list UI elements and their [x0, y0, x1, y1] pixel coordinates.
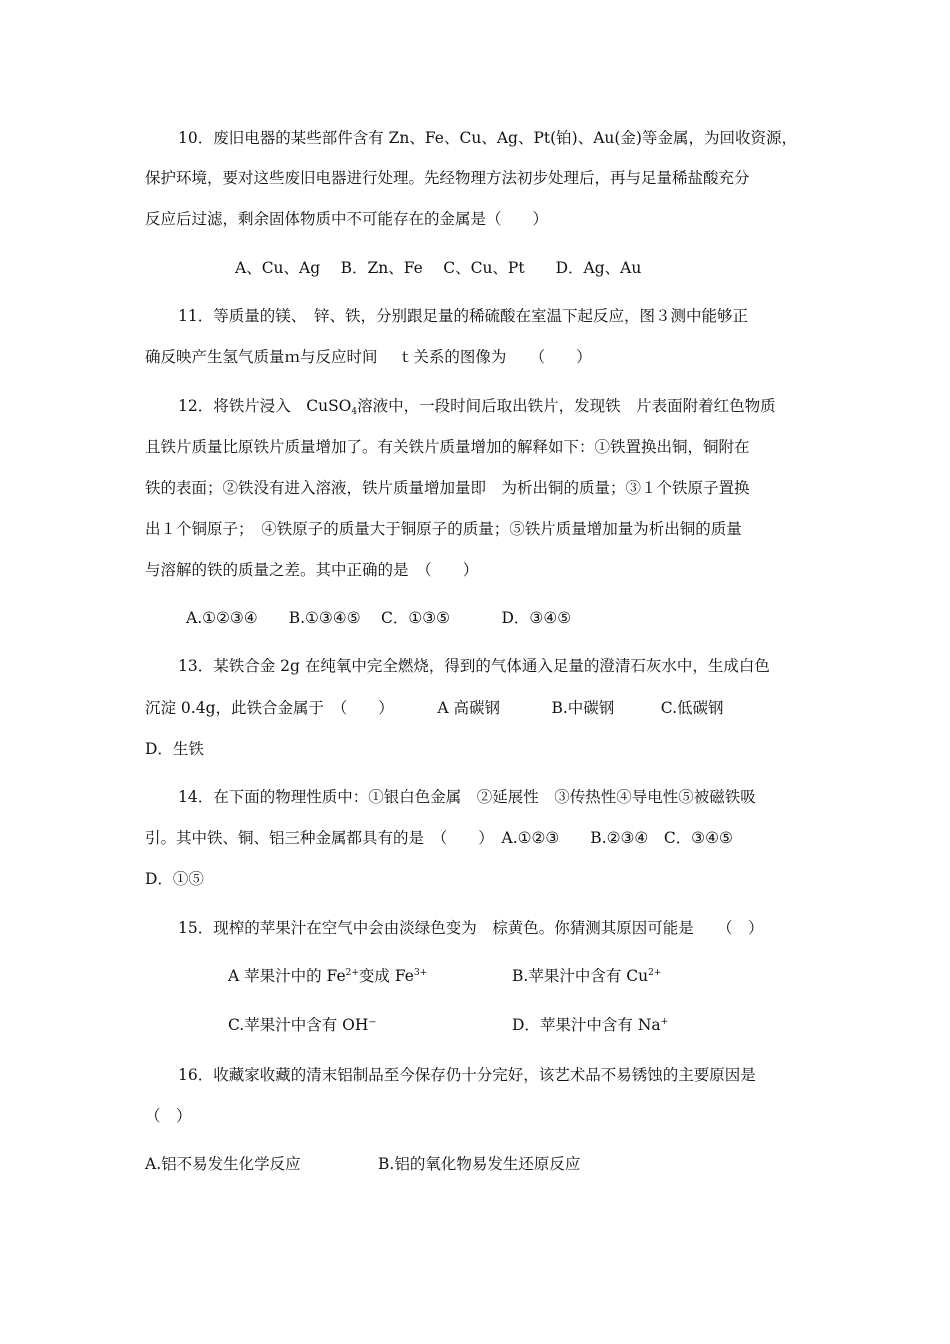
q15-option-d-sup: + — [660, 1017, 669, 1027]
q14-line-2: 引。其中铁、铜、铝三种金属都具有的是 （ ） A.①②③ B.②③④ C．③④⑤ — [145, 829, 733, 847]
q15-option-d — [512, 1015, 668, 1035]
q15-option-a — [228, 966, 427, 986]
q12-line-4: 出１个铜原子； ④铁原子的质量大于铜原子的质量；⑤铁片质量增加量为析出铜的质量 — [145, 520, 742, 538]
q15-option-a-pre: A 苹果汁中的 Fe — [228, 967, 346, 985]
q16-option-b: B.铝的氧化物易发生还原反应 — [378, 1155, 581, 1173]
q11-line-2: 确反映产生氢气质量ｍ与反应时间 ｔ关系的图像为 （ ） — [145, 348, 592, 366]
q14-line-1: 14．在下面的物理性质中：①银白色金属 ②延展性 ③传热性④导电性⑤被磁铁吸 — [178, 788, 756, 806]
q12-line-1-pre: 12．将铁片浸入 CuSO — [178, 397, 352, 415]
q12-line-1 — [178, 396, 776, 416]
q16-option-a: A.铝不易发生化学反应 — [145, 1155, 301, 1173]
q10-line-3: 反应后过滤，剩余固体物质中不可能存在的金属是（ ） — [145, 210, 549, 228]
q13-line-2: 沉淀 0.4g，此铁合金属于 （ ） A 高碳钢 B.中碳钢 C.低碳钢 — [145, 699, 724, 717]
q11-line-1: 11．等质量的镁、 锌、铁，分别跟足量的稀硫酸在室温下起反应，图３测中能够正 — [178, 307, 748, 325]
q15-option-d-pre: D．苹果汁中含有 Na — [512, 1016, 661, 1034]
q12-line-5: 与溶解的铁的质量之差。其中正确的是 （ ） — [145, 561, 479, 579]
q12-subscript: 4 — [351, 407, 358, 417]
q15-option-c: C.苹果汁中含有 OH⁻ — [228, 1016, 377, 1034]
q10-line-1: 10．废旧电器的某些部件含有 Zn、Fe、Cu、Ag、Pt(铂)、Au(金)等金属，为回收资源， — [178, 129, 797, 147]
q10-options: A、Cu、Ag B．Zn、Fe C、Cu、Pt D．Ag、Au — [235, 259, 642, 277]
q15-line-1: 15．现榨的苹果汁在空气中会由淡绿色变为 棕黄色。你猜测其原因可能是 （ ） — [178, 919, 764, 937]
q15-option-b — [512, 966, 661, 986]
q12-line-2: 且铁片质量比原铁片质量增加了。有关铁片质量增加的解释如下：①铁置换出铜，铜附在 — [145, 438, 750, 456]
q16-line-2: （ ） — [145, 1107, 192, 1125]
q15-option-a-sup-1: 2+ — [345, 968, 359, 978]
q13-line-3: D．生铁 — [145, 740, 204, 758]
q12-line-3: 铁的表面；②铁没有进入溶液，铁片质量增加量即 为析出铜的质量；③１个铁原子置换 — [145, 479, 750, 497]
q16-line-1: 16．收藏家收藏的清末铝制品至今保存仍十分完好，该艺术品不易锈蚀的主要原因是 — [178, 1066, 756, 1084]
q14-line-3: D．①⑤ — [145, 870, 204, 888]
q15-option-b-sup: 2+ — [648, 968, 662, 978]
q13-line-1: 13．某铁合金 2g 在纯氧中完全燃烧，得到的气体通入足量的澄清石灰水中，生成白色 — [178, 657, 770, 675]
q15-option-b-pre: B.苹果汁中含有 Cu — [512, 967, 649, 985]
q10-line-2: 保护环境，要对这些废旧电器进行处理。先经物理方法初步处理后，再与足量稀盐酸充分 — [145, 169, 750, 187]
q12-options: A.①②③④ B.①③④⑤ C．①③⑤ D．③④⑤ — [186, 609, 572, 627]
q15-option-a-sup-2: 3+ — [413, 968, 428, 978]
q12-line-1-post: 溶液中，一段时间后取出铁片，发现铁 片表面附着红色物质 — [357, 397, 776, 415]
q15-option-a-mid: 变成 Fe — [358, 967, 414, 985]
